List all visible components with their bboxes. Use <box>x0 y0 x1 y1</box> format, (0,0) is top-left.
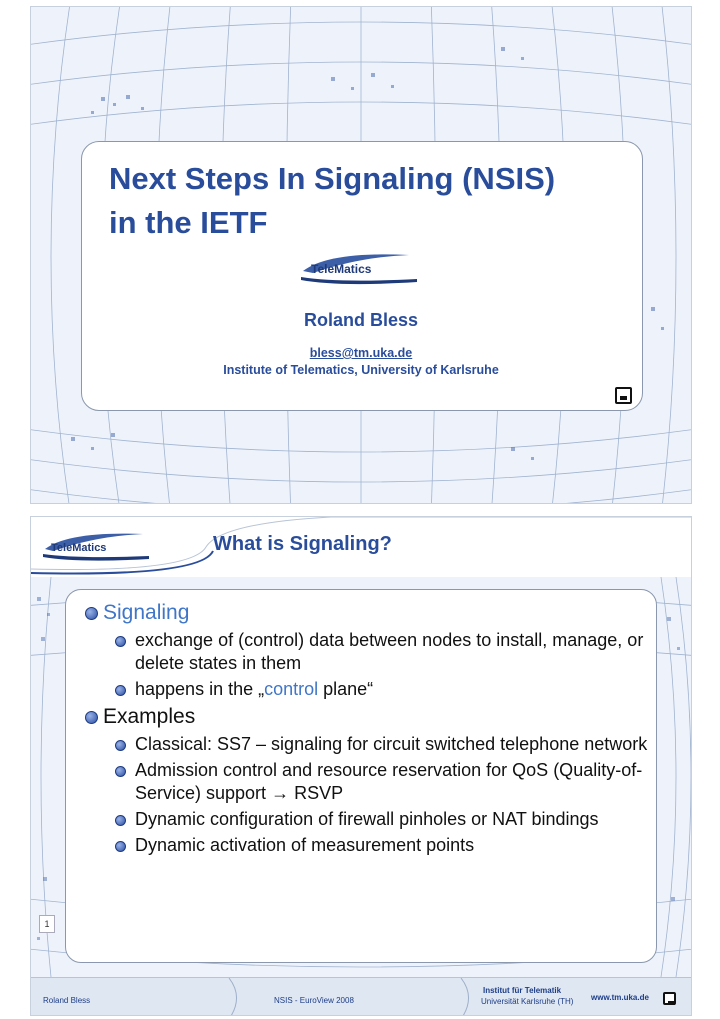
bullet-dot-icon <box>85 607 98 620</box>
university-icon <box>663 992 676 1005</box>
university-icon <box>615 387 632 404</box>
author-email-link[interactable]: bless@tm.uka.de <box>309 346 413 360</box>
telematics-logo <box>41 529 153 568</box>
svg-text:TeleMatics: TeleMatics <box>51 542 107 554</box>
bullet-examples: Examples <box>83 703 653 730</box>
bullet-signaling: Signaling <box>83 599 653 626</box>
bullet-dot-icon <box>115 841 126 852</box>
page-number: 1 <box>39 915 55 933</box>
slide-header <box>31 517 691 577</box>
bullet-dot-icon <box>115 815 126 826</box>
sub-bullet: Dynamic activation of measurement points <box>83 834 653 857</box>
sub-bullet: Admission control and resource reservation for QoS (Quality-of-Service) support → RSVP <box>83 759 653 805</box>
author-name: Roland Bless <box>303 310 419 330</box>
footer-institute: Institut für Telematik <box>483 986 562 995</box>
footer-university: Universität Karlsruhe (TH) <box>481 997 574 1006</box>
svg-text:TeleMatics: TeleMatics <box>311 262 372 276</box>
footer-url-link[interactable]: www.tm.uka.de <box>591 993 649 1002</box>
footer-event: NSIS - EuroView 2008 <box>274 996 354 1005</box>
institute-name: Institute of Telematics, University of Karlsruhe <box>223 363 499 377</box>
bullet-dot-icon <box>115 766 126 777</box>
sub-bullet: Classical: SS7 – signaling for circuit switched telephone network <box>83 733 653 756</box>
footer-author: Roland Bless <box>43 996 91 1005</box>
bullet-dot-icon <box>115 740 126 751</box>
telematics-logo <box>299 249 421 292</box>
sub-bullet: exchange of (control) data between nodes to install, manage, or delete states in them <box>83 629 653 675</box>
bullet-dot-icon <box>115 636 126 647</box>
sub-bullet: Dynamic configuration of firewall pinholes or NAT bindings <box>83 808 653 831</box>
slide-title: What is Signaling? <box>213 533 392 555</box>
slide-footer <box>31 977 691 1016</box>
bullet-list <box>83 597 653 857</box>
content-slide <box>30 516 692 1016</box>
slide-title: Next Steps In Signaling (NSIS) in the IETF <box>109 161 556 240</box>
arrow-icon: → <box>271 783 290 803</box>
bullet-dot-icon <box>115 685 126 696</box>
title-slide <box>30 6 692 504</box>
bullet-dot-icon <box>85 711 98 724</box>
sub-bullet: happens in the „control plane“ <box>83 678 653 701</box>
